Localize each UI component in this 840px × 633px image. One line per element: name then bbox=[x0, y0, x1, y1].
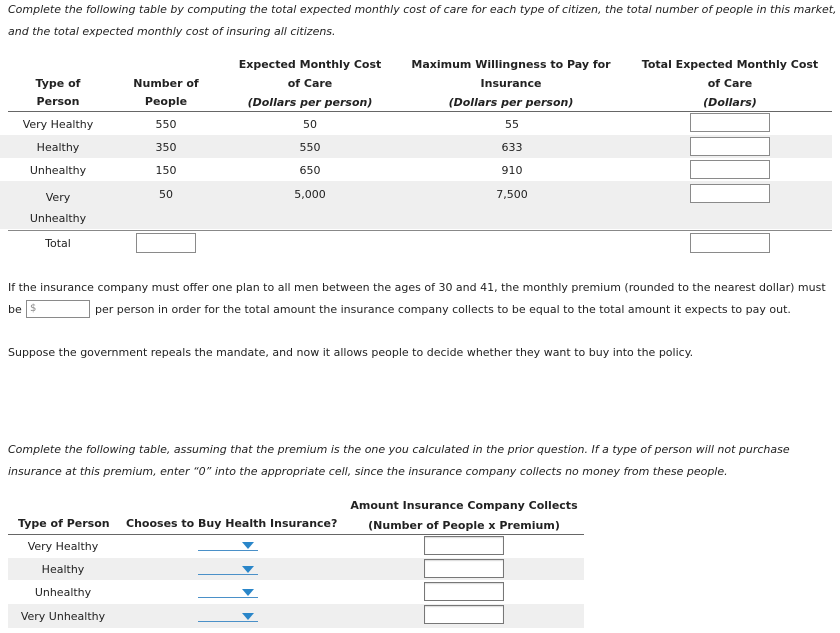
t2-row-very-unhealthy-type: Very Unhealthy bbox=[20, 610, 106, 623]
t1-row-very-unhealthy-expected: 5,000 bbox=[294, 188, 326, 201]
t1-header-number: Number of People bbox=[133, 77, 199, 108]
t1-row-healthy-expected: 550 bbox=[299, 141, 321, 154]
t1-total-cost-input-healthy[interactable] bbox=[690, 137, 770, 156]
t1-header-total: Total Expected Monthly Cost of Care (Dollars) bbox=[641, 58, 819, 109]
intro-text bbox=[8, 0, 837, 43]
t2-row-very-healthy-type: Very Healthy bbox=[27, 540, 99, 553]
t1-row-very-healthy-type: Very Healthy bbox=[22, 118, 94, 131]
t1-row-very-unhealthy-number: 50 bbox=[159, 188, 173, 201]
t2-row-unhealthy-type: Unhealthy bbox=[34, 586, 92, 599]
intro-line-1: Complete the following table by computing the total expected monthly cost of care for each type of citizen, the total number of people in this market, bbox=[8, 3, 837, 16]
t1-total-cost-input-very-unhealthy[interactable] bbox=[690, 184, 770, 203]
t2-header-type: Type of Person bbox=[18, 517, 110, 530]
t2-amount-input-very-unhealthy[interactable] bbox=[424, 605, 504, 624]
t2-dropdown-very-unhealthy[interactable] bbox=[198, 621, 258, 622]
t1-row-healthy-wtp: 633 bbox=[501, 141, 523, 154]
t2-header-rule bbox=[8, 534, 584, 535]
t1-row-very-healthy-number: 550 bbox=[155, 118, 177, 131]
t1-row-unhealthy-type: Unhealthy bbox=[29, 164, 87, 177]
t1-total-cost-input-unhealthy[interactable] bbox=[690, 160, 770, 179]
dollar-sign: $ bbox=[30, 303, 37, 314]
chevron-down-icon[interactable] bbox=[242, 589, 254, 596]
t1-header-expected: Expected Monthly Cost of Care (Dollars per person) bbox=[238, 58, 382, 109]
chevron-down-icon[interactable] bbox=[242, 566, 254, 573]
t1-row-very-healthy-expected: 50 bbox=[303, 118, 317, 131]
t1-total-people-input[interactable] bbox=[136, 233, 196, 253]
t2-dropdown-very-healthy[interactable] bbox=[198, 550, 258, 551]
repeal-text: Suppose the government repeals the mandate, and now it allows people to decide whether they want to buy into the policy. bbox=[8, 346, 694, 359]
instructions-2-line-1: Complete the following table, assuming that the premium is the one you calculated in the prior question. If a type of person will not purchase bbox=[8, 443, 790, 456]
t2-header-chooses: Chooses to Buy Health Insurance? bbox=[126, 517, 338, 530]
t1-total-cost-input-very-healthy[interactable] bbox=[690, 113, 770, 132]
t1-total-label: Total bbox=[45, 237, 71, 250]
t1-row-unhealthy-expected: 650 bbox=[299, 164, 321, 177]
premium-question-be: be bbox=[8, 303, 22, 316]
t1-row-very-unhealthy-wtp: 7,500 bbox=[496, 188, 528, 201]
t2-amount-input-unhealthy[interactable] bbox=[424, 582, 504, 601]
t1-total-rule bbox=[8, 230, 832, 231]
premium-question-rest: per person in order for the total amount the insurance company collects to be equal to the total amount it expects to pay out. bbox=[95, 303, 791, 316]
instructions-2 bbox=[8, 439, 790, 483]
t1-row-healthy-number: 350 bbox=[155, 141, 177, 154]
t1-header-wtp: Maximum Willingness to Pay for Insurance (Dollars per person) bbox=[411, 58, 611, 109]
t1-row-very-unhealthy-type: Very Unhealthy bbox=[29, 191, 87, 225]
t1-row-very-healthy-wtp: 55 bbox=[505, 118, 519, 131]
t2-header-amount: Amount Insurance Company Collects (Number of People x Premium) bbox=[350, 499, 578, 532]
intro-line-2: and the total expected monthly cost of insuring all citizens. bbox=[8, 25, 336, 38]
t2-amount-input-healthy[interactable] bbox=[424, 559, 504, 578]
premium-question-line-1: If the insurance company must offer one plan to all men between the ages of 30 and 41, the monthly premium (rounded to the nearest dollar) must bbox=[8, 281, 826, 294]
t1-header-type: Type of Person bbox=[35, 77, 81, 108]
t1-header-rule bbox=[8, 111, 832, 112]
instructions-2-line-2: insurance at this premium, enter “0” into the appropriate cell, since the insurance company collects no money from these people. bbox=[8, 465, 728, 478]
t2-dropdown-unhealthy[interactable] bbox=[198, 597, 258, 598]
t2-amount-input-very-healthy[interactable] bbox=[424, 536, 504, 555]
chevron-down-icon[interactable] bbox=[242, 542, 254, 549]
t2-row-healthy-type: Healthy bbox=[41, 563, 85, 576]
t1-total-cost-input[interactable] bbox=[690, 233, 770, 253]
t1-row-healthy-type: Healthy bbox=[36, 141, 80, 154]
t1-row-unhealthy-number: 150 bbox=[155, 164, 177, 177]
t2-dropdown-healthy[interactable] bbox=[198, 574, 258, 575]
chevron-down-icon[interactable] bbox=[242, 613, 254, 620]
premium-input[interactable] bbox=[26, 300, 90, 318]
t1-row-unhealthy-wtp: 910 bbox=[501, 164, 523, 177]
